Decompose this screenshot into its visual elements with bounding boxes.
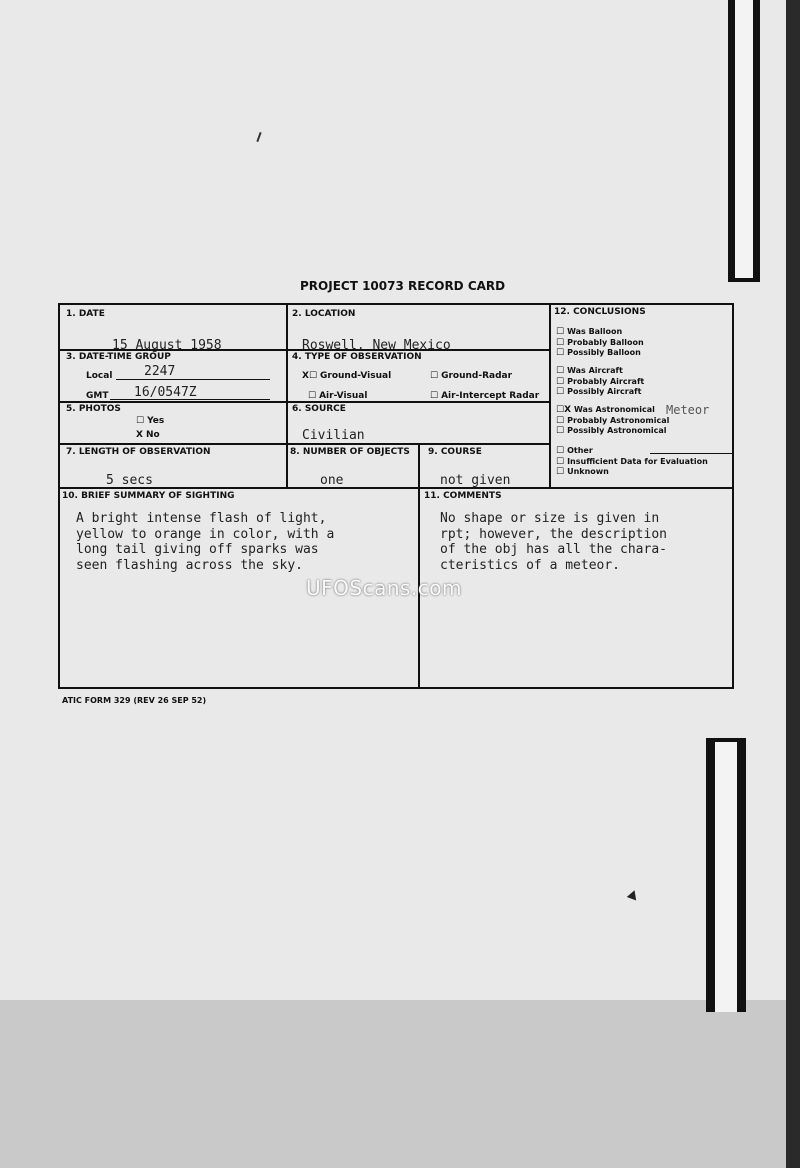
dtg-gmt-value: 16/0547Z — [134, 385, 197, 400]
conclusion-text: Other — [567, 446, 593, 455]
conclusion-text: Probably Balloon — [567, 337, 644, 347]
course-label: 9. COURSE — [428, 447, 482, 457]
option-label: No — [145, 430, 160, 440]
photos-yes — [136, 416, 164, 426]
source-value: Civilian — [302, 428, 365, 443]
checkbox-icon: ☐ — [556, 366, 565, 376]
checkbox-icon: ☐ — [556, 456, 565, 467]
comments-line: cteristics of a meteor. — [440, 557, 621, 573]
conclusion-item — [556, 327, 644, 338]
dtg-label: 3. DATE-TIME GROUP — [66, 352, 171, 362]
option-label: Yes — [147, 416, 165, 426]
conclusion-text: Was Aircraft — [567, 366, 623, 375]
option-label: Air-Visual — [319, 391, 368, 401]
conclusion-text: Probably Astronomical — [567, 415, 670, 425]
checkbox-icon: ☐ — [430, 371, 439, 381]
conclusion-item — [556, 446, 708, 457]
comments-line: of the obj has all the chara- — [440, 542, 667, 557]
form-number: ATIC FORM 329 (REV 26 SEP 52) — [62, 696, 207, 705]
dtg-local-value: 2247 — [144, 364, 176, 379]
checkbox-icon: ☐ — [556, 337, 565, 348]
fill-line — [116, 379, 270, 380]
checkbox-icon: ☐ — [136, 416, 145, 426]
card-title: PROJECT 10073 RECORD CARD — [300, 279, 506, 293]
checkbox-icon: ☐X — [556, 405, 572, 415]
summary-line: A bright intense flash of light, — [76, 511, 327, 526]
option-air-intercept-radar — [430, 391, 539, 401]
option-label: Air-Intercept Radar — [441, 391, 540, 401]
dtg-local-label: Local — [86, 371, 113, 381]
date-label: 1. DATE — [66, 309, 105, 319]
comments-line: No shape or size is given in — [440, 511, 660, 526]
watermark: UFOScans.com — [306, 576, 462, 600]
checkbox-icon: ☐ — [556, 467, 565, 477]
divider — [60, 443, 549, 445]
conclusion-item — [556, 405, 669, 416]
checkbox-icon: ☐ — [556, 327, 565, 337]
date-value: 15 August 1958 — [112, 338, 222, 353]
page-edge-shadow — [786, 0, 800, 1168]
divider — [549, 305, 551, 489]
conclusion-text: Possibly Aircraft — [567, 387, 642, 396]
dtg-gmt-label: GMT — [86, 391, 109, 401]
conclusion-text: Possibly Astronomical — [567, 426, 667, 435]
checkbox-icon: ☐ — [556, 415, 565, 426]
conclusion-text: Insufficient Data for Evaluation — [567, 456, 708, 466]
checkbox-icon: ☐ — [308, 391, 317, 401]
summary-label: 10. BRIEF SUMMARY OF SIGHTING — [62, 491, 235, 501]
summary-text — [76, 511, 334, 573]
option-label: Ground-Radar — [441, 371, 513, 381]
conclusion-item — [556, 387, 644, 398]
binder-clip-bottom — [706, 738, 746, 1012]
conclusion-item — [556, 366, 644, 377]
photos-label: 5. PHOTOS — [66, 404, 121, 414]
comments-label: 11. COMMENTS — [424, 491, 502, 501]
comments-line: rpt; however, the description — [440, 526, 667, 542]
comments-text — [440, 511, 667, 573]
objects-label: 8. NUMBER OF OBJECTS — [290, 447, 410, 457]
conclusion-item — [556, 467, 708, 478]
conclusion-text: Possibly Balloon — [567, 348, 641, 357]
checkbox-icon: ☐ — [556, 426, 565, 436]
divider — [60, 487, 734, 489]
checkbox-icon: ☐ — [556, 348, 565, 358]
conclusion-group-balloon — [556, 327, 644, 359]
conclusion-text: Was Astronomical — [574, 405, 655, 414]
objects-value: one — [320, 473, 344, 488]
record-card — [58, 303, 734, 689]
source-label: 6. SOURCE — [292, 404, 346, 414]
option-air-visual — [308, 391, 367, 401]
photos-no — [136, 430, 160, 440]
conclusion-item — [556, 426, 669, 437]
option-label: Ground-Visual — [320, 371, 392, 381]
location-value: Roswell, New Mexico — [302, 338, 451, 353]
conclusion-item — [556, 348, 644, 359]
course-value: not given — [440, 473, 511, 488]
background-surface — [0, 1000, 800, 1168]
checkbox-icon: ☐ — [556, 376, 565, 387]
checkbox-icon: ☐ — [556, 446, 565, 456]
conclusion-item — [556, 457, 708, 468]
divider — [418, 443, 420, 689]
length-value: 5 secs — [106, 473, 153, 488]
summary-line: yellow to orange in color, with a — [76, 526, 335, 542]
checkbox-icon: X☐ — [302, 371, 318, 381]
conclusion-group-astronomical — [556, 405, 669, 437]
observation-type-label: 4. TYPE OF OBSERVATION — [292, 352, 422, 362]
conclusions-label: 12. CONCLUSIONS — [554, 307, 646, 317]
option-ground-radar — [430, 371, 512, 381]
conclusion-text: Unknown — [567, 467, 609, 476]
conclusion-text: Was Balloon — [567, 327, 623, 336]
divider — [286, 305, 288, 489]
length-label: 7. LENGTH OF OBSERVATION — [66, 447, 211, 457]
meteor-note: Meteor — [666, 403, 710, 417]
conclusion-group-aircraft — [556, 366, 644, 398]
summary-line: seen flashing across the sky. — [76, 557, 303, 573]
checkbox-icon: X — [136, 430, 143, 440]
summary-line: long tail giving off sparks was — [76, 542, 319, 557]
conclusion-item — [556, 338, 644, 349]
conclusion-item — [556, 377, 644, 388]
conclusion-item — [556, 416, 669, 427]
checkbox-icon: ☐ — [556, 387, 565, 397]
location-label: 2. LOCATION — [292, 309, 356, 319]
option-ground-visual — [302, 371, 391, 381]
conclusion-group-other — [556, 446, 708, 478]
conclusion-text: Probably Aircraft — [567, 376, 645, 386]
binder-clip-top — [728, 0, 760, 282]
divider — [60, 401, 549, 403]
checkbox-icon: ☐ — [430, 391, 439, 401]
